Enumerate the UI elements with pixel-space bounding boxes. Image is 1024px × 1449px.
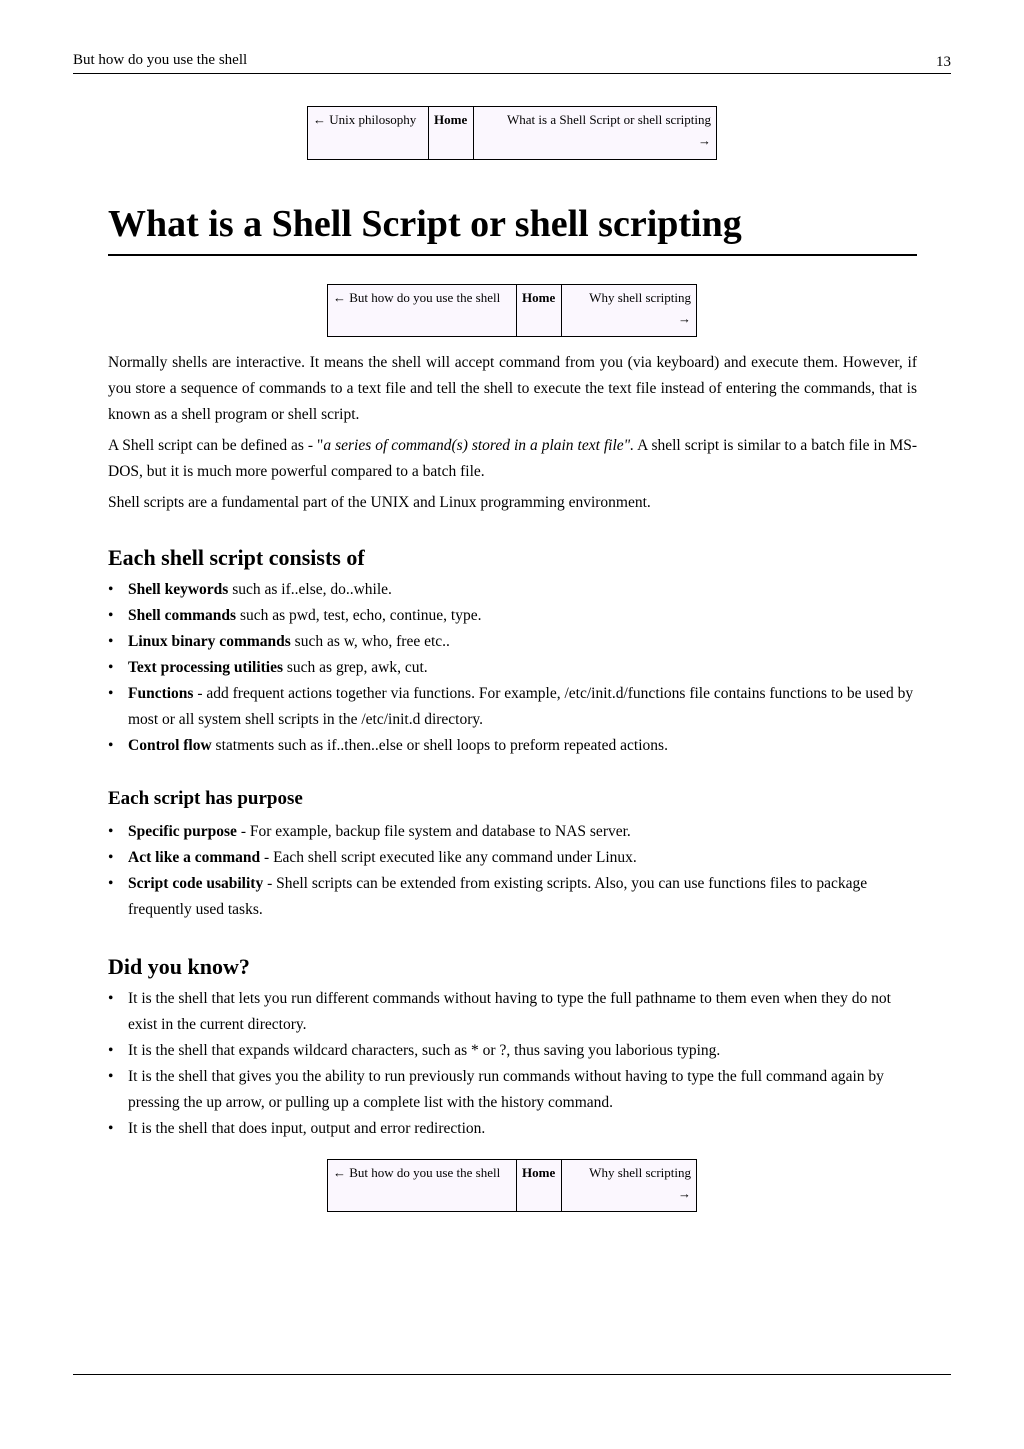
section-heading: Did you know? (108, 954, 250, 979)
section-heading: Each shell script consists of (108, 545, 365, 570)
nav-next-link[interactable] (562, 1160, 697, 1212)
item-term: Text processing utilities (128, 659, 284, 676)
nav-next-label: Why shell scripting (589, 290, 691, 305)
bullet-icon: • (108, 990, 114, 1007)
item-term: Shell commands (128, 607, 237, 624)
intro-p2-quote: a series of command(s) stored in a plain text file". (323, 437, 635, 454)
list-item (108, 655, 917, 681)
bullet-icon: • (108, 659, 114, 676)
item-term: Linux binary commands (128, 633, 291, 650)
item-term: Shell keywords (128, 581, 229, 598)
item-term: Script code usability (128, 875, 264, 892)
nav-box-top (307, 106, 717, 160)
list-item (108, 1064, 917, 1116)
list-item (108, 986, 917, 1038)
item-text: It is the shell that does input, output and error redirection. (128, 1120, 486, 1137)
item-text: such as if..else, do..while. (228, 581, 392, 598)
item-text: - For example, backup file system and database to NAS server. (236, 823, 631, 840)
consists-list (108, 577, 917, 759)
intro-section (108, 350, 917, 516)
did-you-know-list (108, 986, 917, 1142)
item-text: such as grep, awk, cut. (283, 659, 428, 676)
list-item (108, 845, 917, 871)
item-term: Functions (128, 685, 194, 702)
intro-paragraph-2 (108, 433, 917, 485)
list-item (108, 629, 917, 655)
arrow-right-icon: → (678, 311, 691, 326)
bullet-icon: • (108, 849, 114, 866)
purpose-list (108, 819, 917, 923)
arrow-right-icon: → (698, 133, 711, 148)
item-text: - add frequent actions together via functions. For example, /etc/init.d/functions file contains functions to be used by most or all system shell scripts in the /etc/init.d directory. (128, 685, 914, 728)
page-header (73, 51, 951, 74)
nav-prev-link[interactable]: ← Unix philosophy (308, 107, 429, 160)
bullet-icon: • (108, 581, 114, 598)
intro-p2-before: A Shell script can be defined as - " (108, 437, 324, 454)
list-item (108, 577, 917, 603)
arrow-right-icon: → (678, 1186, 691, 1201)
item-text: It is the shell that expands wildcard characters, such as * or ?, thus saving you laborious typing. (128, 1042, 721, 1059)
did-you-know-section (108, 952, 917, 1142)
item-text: - Shell scripts can be extended from existing scripts. Also, you can use functions files to package frequently used tasks. (128, 875, 868, 918)
nav-prev-link[interactable]: ← But how do you use the shell (328, 1160, 517, 1212)
list-item (108, 1038, 917, 1064)
bullet-icon: • (108, 607, 114, 624)
intro-paragraph-1: Normally shells are interactive. It means the shell will accept command from you (via keyboard) and execute them. However, if you store a sequence of commands to a text file and tell the shell to execute the text file instead of entering the commands, that is known as a shell program or shell script. (108, 354, 917, 423)
list-item (108, 603, 917, 629)
item-text: - Each shell script executed like any command under Linux. (260, 849, 637, 866)
nav-next-label: What is a Shell Script or shell scripting (507, 112, 711, 127)
bullet-icon: • (108, 1042, 114, 1059)
nav-home-link[interactable]: Home (429, 107, 474, 160)
item-text: such as pwd, test, echo, continue, type. (236, 607, 482, 624)
list-item (108, 819, 917, 845)
bullet-icon: • (108, 685, 114, 702)
list-item (108, 1116, 917, 1142)
item-term: Specific purpose (128, 823, 237, 840)
bullet-icon: • (108, 737, 114, 754)
item-text: such as w, who, free etc.. (290, 633, 450, 650)
item-text: statments such as if..then..else or shell loops to preform repeated actions. (211, 737, 668, 754)
bullet-icon: • (108, 1120, 114, 1137)
nav-next-label: Why shell scripting (589, 1165, 691, 1180)
item-term: Act like a command (128, 849, 261, 866)
bullet-icon: • (108, 823, 114, 840)
bullet-icon: • (108, 875, 114, 892)
bullet-icon: • (108, 633, 114, 650)
item-text: It is the shell that lets you run different commands without having to type the full pathname to them even when they do not exist in the current directory. (128, 990, 891, 1033)
nav-next-link[interactable] (562, 285, 697, 337)
intro-p2-after: A shell script is similar to a batch file in MS-DOS, but it is much more powerful compared to a batch file. (108, 437, 918, 480)
subsection-heading: Each script has purpose (108, 788, 303, 809)
purpose-section (108, 786, 917, 923)
list-item (108, 871, 917, 923)
consists-section (108, 543, 917, 759)
nav-box-bottom (327, 1159, 697, 1212)
list-item (108, 681, 917, 733)
running-title: But how do you use the shell (73, 52, 248, 68)
nav-home-link[interactable]: Home (517, 1160, 562, 1212)
nav-prev-link[interactable]: ← But how do you use the shell (328, 285, 517, 337)
page-number: 13 (936, 54, 951, 70)
page-title: What is a Shell Script or shell scripting (108, 198, 917, 256)
bullet-icon: • (108, 1068, 114, 1085)
item-term: Control flow (128, 737, 212, 754)
item-text: It is the shell that gives you the ability to run previously run commands without having to type the full command again by pressing the up arrow, or pulling up a complete list with the history command. (128, 1068, 884, 1111)
list-item (108, 733, 917, 759)
page-footer-rule (73, 1374, 951, 1375)
nav-box-middle (327, 284, 697, 337)
intro-paragraph-3: Shell scripts are a fundamental part of the UNIX and Linux programming environment. (108, 494, 651, 511)
nav-home-link[interactable]: Home (517, 285, 562, 337)
nav-next-link[interactable] (474, 107, 717, 160)
